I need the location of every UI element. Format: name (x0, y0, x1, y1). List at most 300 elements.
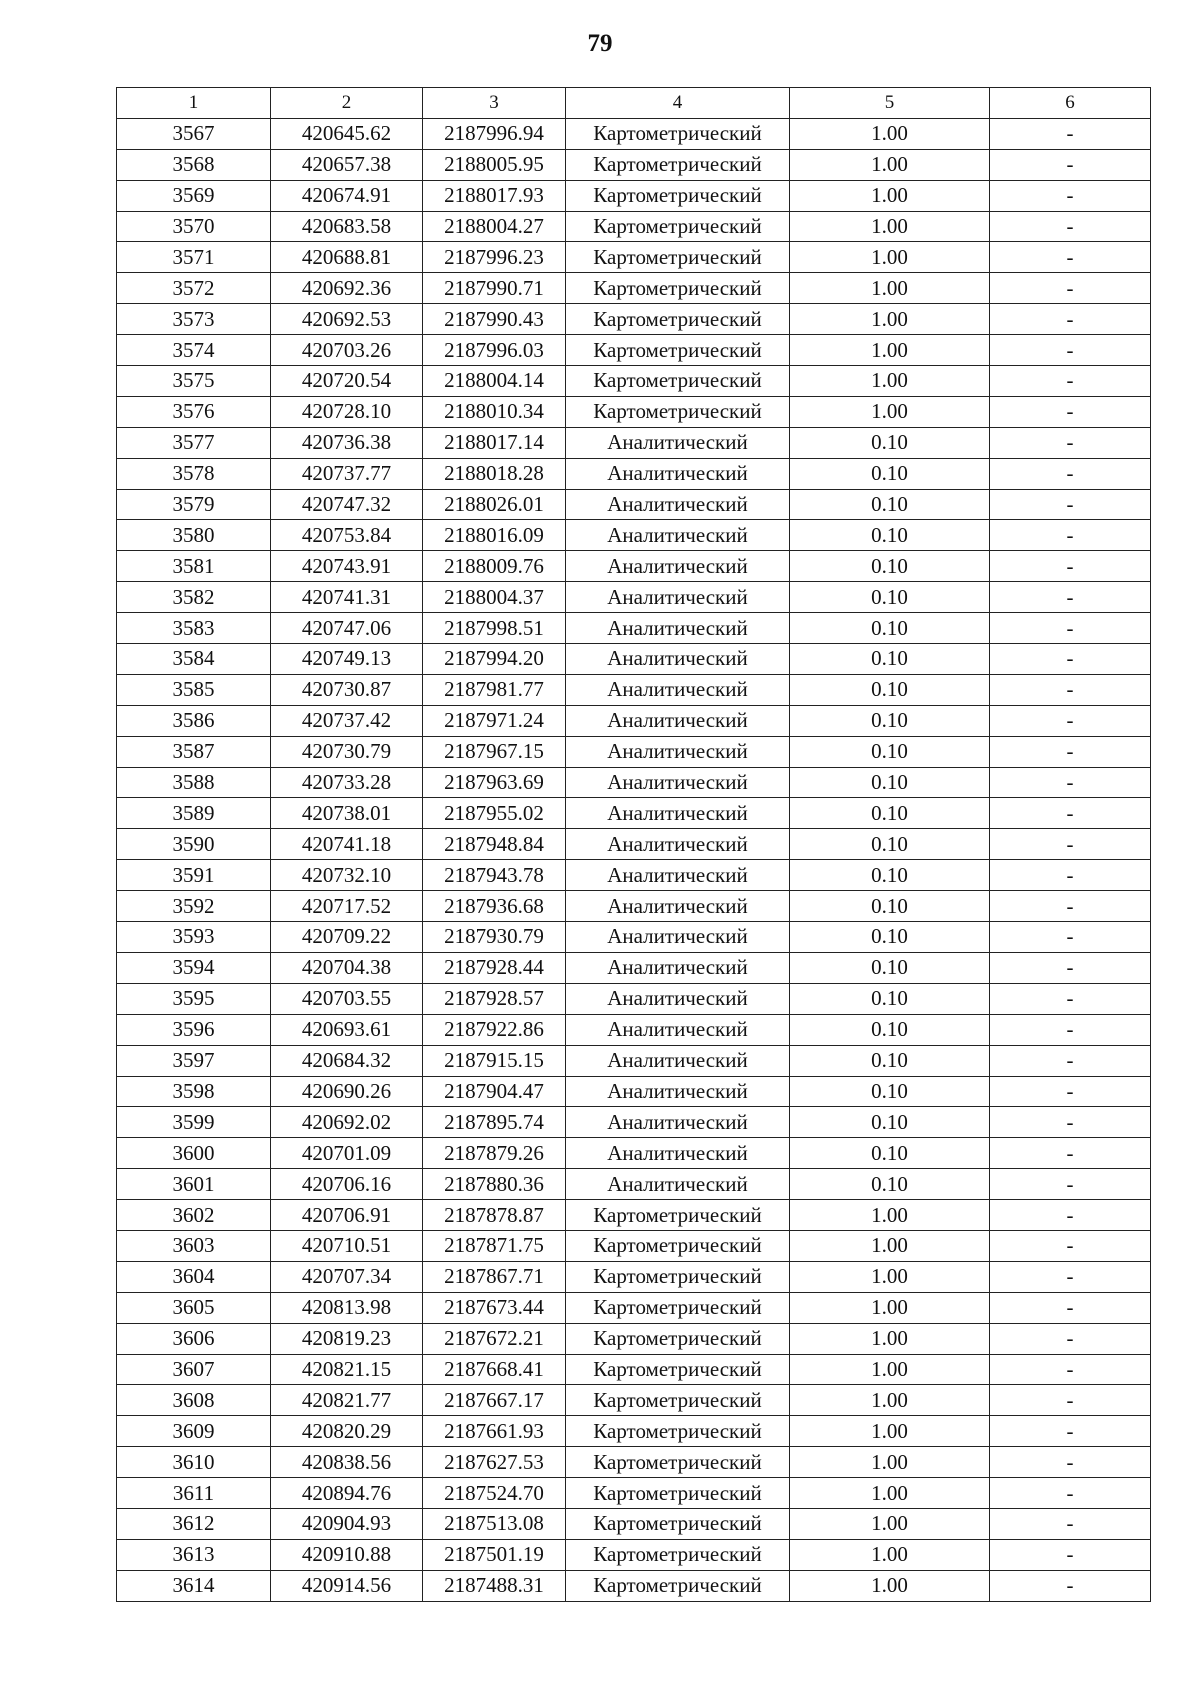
accuracy-cell: 0.10 (790, 582, 990, 613)
table-row (117, 1508, 1151, 1539)
y-coordinate-cell: 2187661.93 (423, 1416, 566, 1447)
table-row (117, 396, 1151, 427)
accuracy-cell: 0.10 (790, 983, 990, 1014)
accuracy-cell: 0.10 (790, 922, 990, 953)
x-coordinate-cell: 420910.88 (271, 1539, 423, 1570)
accuracy-cell: 0.10 (790, 952, 990, 983)
y-coordinate-cell: 2187871.75 (423, 1230, 566, 1261)
method-cell: Картометрический (566, 1539, 790, 1570)
y-coordinate-cell: 2187948.84 (423, 829, 566, 860)
method-cell: Картометрический (566, 366, 790, 397)
method-cell: Картометрический (566, 1416, 790, 1447)
x-coordinate-cell: 420738.01 (271, 798, 423, 829)
table-row (117, 1416, 1151, 1447)
table-header-row (117, 88, 1151, 119)
note-cell: - (990, 1292, 1151, 1323)
accuracy-cell: 1.00 (790, 1478, 990, 1509)
note-cell: - (990, 891, 1151, 922)
point-number-cell: 3610 (117, 1447, 271, 1478)
note-cell: - (990, 458, 1151, 489)
accuracy-cell: 1.00 (790, 273, 990, 304)
table-row (117, 1447, 1151, 1478)
x-coordinate-cell: 420674.91 (271, 180, 423, 211)
point-number-cell: 3595 (117, 983, 271, 1014)
method-cell: Картометрический (566, 1261, 790, 1292)
note-cell: - (990, 1354, 1151, 1385)
table-row (117, 1385, 1151, 1416)
method-cell: Аналитический (566, 860, 790, 891)
x-coordinate-cell: 420684.32 (271, 1045, 423, 1076)
point-number-cell: 3598 (117, 1076, 271, 1107)
note-cell: - (990, 180, 1151, 211)
x-coordinate-cell: 420728.10 (271, 396, 423, 427)
accuracy-cell: 1.00 (790, 1570, 990, 1601)
point-number-cell: 3614 (117, 1570, 271, 1601)
point-number-cell: 3586 (117, 705, 271, 736)
method-cell: Картометрический (566, 1478, 790, 1509)
note-cell: - (990, 952, 1151, 983)
y-coordinate-cell: 2187990.71 (423, 273, 566, 304)
y-coordinate-cell: 2187996.03 (423, 335, 566, 366)
x-coordinate-cell: 420692.53 (271, 304, 423, 335)
x-coordinate-cell: 420737.77 (271, 458, 423, 489)
method-cell: Аналитический (566, 489, 790, 520)
y-coordinate-cell: 2187488.31 (423, 1570, 566, 1601)
y-coordinate-cell: 2187915.15 (423, 1045, 566, 1076)
accuracy-cell: 0.10 (790, 551, 990, 582)
note-cell: - (990, 1076, 1151, 1107)
point-number-cell: 3570 (117, 211, 271, 242)
table-row (117, 922, 1151, 953)
point-number-cell: 3585 (117, 674, 271, 705)
accuracy-cell: 0.10 (790, 1138, 990, 1169)
table-row (117, 891, 1151, 922)
method-cell: Картометрический (566, 304, 790, 335)
note-cell: - (990, 273, 1151, 304)
x-coordinate-cell: 420688.81 (271, 242, 423, 273)
point-number-cell: 3569 (117, 180, 271, 211)
note-cell: - (990, 1323, 1151, 1354)
column-header: 1 (117, 88, 271, 119)
x-coordinate-cell: 420821.77 (271, 1385, 423, 1416)
y-coordinate-cell: 2188004.37 (423, 582, 566, 613)
y-coordinate-cell: 2187967.15 (423, 736, 566, 767)
method-cell: Картометрический (566, 1354, 790, 1385)
note-cell: - (990, 860, 1151, 891)
point-number-cell: 3599 (117, 1107, 271, 1138)
method-cell: Аналитический (566, 1169, 790, 1200)
method-cell: Аналитический (566, 705, 790, 736)
x-coordinate-cell: 420743.91 (271, 551, 423, 582)
method-cell: Аналитический (566, 674, 790, 705)
table-row (117, 273, 1151, 304)
y-coordinate-cell: 2187672.21 (423, 1323, 566, 1354)
y-coordinate-cell: 2187936.68 (423, 891, 566, 922)
point-number-cell: 3580 (117, 520, 271, 551)
method-cell: Аналитический (566, 922, 790, 953)
accuracy-cell: 0.10 (790, 891, 990, 922)
accuracy-cell: 0.10 (790, 674, 990, 705)
y-coordinate-cell: 2188017.14 (423, 427, 566, 458)
note-cell: - (990, 1570, 1151, 1601)
point-number-cell: 3611 (117, 1478, 271, 1509)
note-cell: - (990, 335, 1151, 366)
point-number-cell: 3604 (117, 1261, 271, 1292)
note-cell: - (990, 1169, 1151, 1200)
note-cell: - (990, 829, 1151, 860)
note-cell: - (990, 736, 1151, 767)
y-coordinate-cell: 2187667.17 (423, 1385, 566, 1416)
method-cell: Картометрический (566, 396, 790, 427)
accuracy-cell: 1.00 (790, 180, 990, 211)
table-row (117, 983, 1151, 1014)
column-header: 4 (566, 88, 790, 119)
note-cell: - (990, 366, 1151, 397)
table-row (117, 180, 1151, 211)
note-cell: - (990, 613, 1151, 644)
note-cell: - (990, 489, 1151, 520)
y-coordinate-cell: 2187867.71 (423, 1261, 566, 1292)
table-row (117, 1076, 1151, 1107)
table-row (117, 1478, 1151, 1509)
method-cell: Аналитический (566, 1107, 790, 1138)
method-cell: Картометрический (566, 1570, 790, 1601)
point-number-cell: 3573 (117, 304, 271, 335)
method-cell: Картометрический (566, 149, 790, 180)
y-coordinate-cell: 2188026.01 (423, 489, 566, 520)
y-coordinate-cell: 2188018.28 (423, 458, 566, 489)
point-number-cell: 3594 (117, 952, 271, 983)
table-body (117, 118, 1151, 1601)
accuracy-cell: 1.00 (790, 335, 990, 366)
point-number-cell: 3581 (117, 551, 271, 582)
table-row (117, 458, 1151, 489)
point-number-cell: 3593 (117, 922, 271, 953)
method-cell: Аналитический (566, 644, 790, 675)
accuracy-cell: 0.10 (790, 736, 990, 767)
table-row (117, 952, 1151, 983)
x-coordinate-cell: 420730.87 (271, 674, 423, 705)
accuracy-cell: 0.10 (790, 613, 990, 644)
x-coordinate-cell: 420914.56 (271, 1570, 423, 1601)
note-cell: - (990, 767, 1151, 798)
x-coordinate-cell: 420821.15 (271, 1354, 423, 1385)
x-coordinate-cell: 420894.76 (271, 1478, 423, 1509)
x-coordinate-cell: 420819.23 (271, 1323, 423, 1354)
y-coordinate-cell: 2187501.19 (423, 1539, 566, 1570)
x-coordinate-cell: 420733.28 (271, 767, 423, 798)
table-row (117, 613, 1151, 644)
x-coordinate-cell: 420657.38 (271, 149, 423, 180)
column-header: 5 (790, 88, 990, 119)
accuracy-cell: 0.10 (790, 798, 990, 829)
note-cell: - (990, 1014, 1151, 1045)
x-coordinate-cell: 420820.29 (271, 1416, 423, 1447)
point-number-cell: 3603 (117, 1230, 271, 1261)
table-row (117, 767, 1151, 798)
note-cell: - (990, 983, 1151, 1014)
table-row (117, 551, 1151, 582)
table-row (117, 211, 1151, 242)
method-cell: Аналитический (566, 891, 790, 922)
table-row (117, 1354, 1151, 1385)
table-row (117, 520, 1151, 551)
table-row (117, 427, 1151, 458)
x-coordinate-cell: 420693.61 (271, 1014, 423, 1045)
x-coordinate-cell: 420741.31 (271, 582, 423, 613)
point-number-cell: 3590 (117, 829, 271, 860)
table-row (117, 335, 1151, 366)
column-header: 2 (271, 88, 423, 119)
accuracy-cell: 1.00 (790, 1230, 990, 1261)
x-coordinate-cell: 420683.58 (271, 211, 423, 242)
x-coordinate-cell: 420736.38 (271, 427, 423, 458)
method-cell: Аналитический (566, 798, 790, 829)
method-cell: Картометрический (566, 1447, 790, 1478)
note-cell: - (990, 1230, 1151, 1261)
point-number-cell: 3579 (117, 489, 271, 520)
x-coordinate-cell: 420704.38 (271, 952, 423, 983)
x-coordinate-cell: 420753.84 (271, 520, 423, 551)
point-number-cell: 3613 (117, 1539, 271, 1570)
method-cell: Аналитический (566, 829, 790, 860)
table-row (117, 1230, 1151, 1261)
x-coordinate-cell: 420747.32 (271, 489, 423, 520)
table-row (117, 1169, 1151, 1200)
y-coordinate-cell: 2188017.93 (423, 180, 566, 211)
note-cell: - (990, 798, 1151, 829)
note-cell: - (990, 582, 1151, 613)
note-cell: - (990, 644, 1151, 675)
table-row (117, 149, 1151, 180)
point-number-cell: 3608 (117, 1385, 271, 1416)
accuracy-cell: 0.10 (790, 427, 990, 458)
x-coordinate-cell: 420701.09 (271, 1138, 423, 1169)
note-cell: - (990, 304, 1151, 335)
x-coordinate-cell: 420709.22 (271, 922, 423, 953)
point-number-cell: 3587 (117, 736, 271, 767)
x-coordinate-cell: 420690.26 (271, 1076, 423, 1107)
note-cell: - (990, 1107, 1151, 1138)
y-coordinate-cell: 2187998.51 (423, 613, 566, 644)
accuracy-cell: 0.10 (790, 1169, 990, 1200)
method-cell: Картометрический (566, 1508, 790, 1539)
method-cell: Картометрический (566, 242, 790, 273)
note-cell: - (990, 705, 1151, 736)
accuracy-cell: 1.00 (790, 1200, 990, 1231)
accuracy-cell: 0.10 (790, 1107, 990, 1138)
accuracy-cell: 0.10 (790, 860, 990, 891)
x-coordinate-cell: 420710.51 (271, 1230, 423, 1261)
note-cell: - (990, 1508, 1151, 1539)
note-cell: - (990, 396, 1151, 427)
point-number-cell: 3583 (117, 613, 271, 644)
x-coordinate-cell: 420749.13 (271, 644, 423, 675)
point-number-cell: 3601 (117, 1169, 271, 1200)
accuracy-cell: 1.00 (790, 304, 990, 335)
y-coordinate-cell: 2187930.79 (423, 922, 566, 953)
accuracy-cell: 0.10 (790, 705, 990, 736)
y-coordinate-cell: 2187524.70 (423, 1478, 566, 1509)
y-coordinate-cell: 2187922.86 (423, 1014, 566, 1045)
point-number-cell: 3597 (117, 1045, 271, 1076)
accuracy-cell: 1.00 (790, 242, 990, 273)
point-number-cell: 3602 (117, 1200, 271, 1231)
method-cell: Аналитический (566, 1138, 790, 1169)
method-cell: Аналитический (566, 1014, 790, 1045)
table-row (117, 1138, 1151, 1169)
y-coordinate-cell: 2187928.44 (423, 952, 566, 983)
accuracy-cell: 1.00 (790, 1323, 990, 1354)
y-coordinate-cell: 2188016.09 (423, 520, 566, 551)
point-number-cell: 3567 (117, 118, 271, 149)
x-coordinate-cell: 420692.02 (271, 1107, 423, 1138)
y-coordinate-cell: 2187990.43 (423, 304, 566, 335)
accuracy-cell: 0.10 (790, 1045, 990, 1076)
y-coordinate-cell: 2187673.44 (423, 1292, 566, 1323)
y-coordinate-cell: 2187895.74 (423, 1107, 566, 1138)
accuracy-cell: 0.10 (790, 458, 990, 489)
method-cell: Аналитический (566, 1076, 790, 1107)
note-cell: - (990, 1385, 1151, 1416)
table-row (117, 304, 1151, 335)
accuracy-cell: 0.10 (790, 1076, 990, 1107)
table-row (117, 1261, 1151, 1292)
x-coordinate-cell: 420707.34 (271, 1261, 423, 1292)
note-cell: - (990, 149, 1151, 180)
method-cell: Картометрический (566, 1230, 790, 1261)
accuracy-cell: 1.00 (790, 396, 990, 427)
note-cell: - (990, 674, 1151, 705)
accuracy-cell: 1.00 (790, 366, 990, 397)
accuracy-cell: 0.10 (790, 520, 990, 551)
note-cell: - (990, 1447, 1151, 1478)
x-coordinate-cell: 420703.26 (271, 335, 423, 366)
y-coordinate-cell: 2188004.14 (423, 366, 566, 397)
accuracy-cell: 1.00 (790, 1447, 990, 1478)
point-number-cell: 3605 (117, 1292, 271, 1323)
note-cell: - (990, 1416, 1151, 1447)
x-coordinate-cell: 420747.06 (271, 613, 423, 644)
note-cell: - (990, 1045, 1151, 1076)
note-cell: - (990, 1261, 1151, 1292)
y-coordinate-cell: 2188004.27 (423, 211, 566, 242)
point-number-cell: 3596 (117, 1014, 271, 1045)
method-cell: Аналитический (566, 736, 790, 767)
y-coordinate-cell: 2187878.87 (423, 1200, 566, 1231)
method-cell: Картометрический (566, 273, 790, 304)
note-cell: - (990, 1539, 1151, 1570)
method-cell: Аналитический (566, 520, 790, 551)
point-number-cell: 3568 (117, 149, 271, 180)
x-coordinate-cell: 420730.79 (271, 736, 423, 767)
accuracy-cell: 0.10 (790, 644, 990, 675)
note-cell: - (990, 211, 1151, 242)
y-coordinate-cell: 2187668.41 (423, 1354, 566, 1385)
method-cell: Картометрический (566, 1292, 790, 1323)
point-number-cell: 3612 (117, 1508, 271, 1539)
y-coordinate-cell: 2187996.94 (423, 118, 566, 149)
x-coordinate-cell: 420813.98 (271, 1292, 423, 1323)
method-cell: Картометрический (566, 180, 790, 211)
x-coordinate-cell: 420904.93 (271, 1508, 423, 1539)
method-cell: Аналитический (566, 613, 790, 644)
method-cell: Картометрический (566, 118, 790, 149)
note-cell: - (990, 118, 1151, 149)
accuracy-cell: 1.00 (790, 211, 990, 242)
point-number-cell: 3609 (117, 1416, 271, 1447)
accuracy-cell: 1.00 (790, 1508, 990, 1539)
table-row (117, 798, 1151, 829)
x-coordinate-cell: 420706.91 (271, 1200, 423, 1231)
x-coordinate-cell: 420732.10 (271, 860, 423, 891)
point-number-cell: 3607 (117, 1354, 271, 1385)
accuracy-cell: 1.00 (790, 1539, 990, 1570)
method-cell: Аналитический (566, 551, 790, 582)
note-cell: - (990, 427, 1151, 458)
method-cell: Аналитический (566, 427, 790, 458)
note-cell: - (990, 1478, 1151, 1509)
accuracy-cell: 0.10 (790, 767, 990, 798)
page-number: 79 (587, 30, 613, 57)
table-row (117, 582, 1151, 613)
method-cell: Аналитический (566, 1045, 790, 1076)
table-row (117, 1045, 1151, 1076)
method-cell: Аналитический (566, 767, 790, 798)
y-coordinate-cell: 2187627.53 (423, 1447, 566, 1478)
method-cell: Картометрический (566, 1385, 790, 1416)
column-header: 3 (423, 88, 566, 119)
point-number-cell: 3574 (117, 335, 271, 366)
point-number-cell: 3591 (117, 860, 271, 891)
accuracy-cell: 1.00 (790, 1292, 990, 1323)
table-row (117, 705, 1151, 736)
point-number-cell: 3572 (117, 273, 271, 304)
y-coordinate-cell: 2187928.57 (423, 983, 566, 1014)
note-cell: - (990, 922, 1151, 953)
method-cell: Аналитический (566, 952, 790, 983)
y-coordinate-cell: 2187963.69 (423, 767, 566, 798)
y-coordinate-cell: 2187513.08 (423, 1508, 566, 1539)
method-cell: Картометрический (566, 1200, 790, 1231)
table-row (117, 1323, 1151, 1354)
note-cell: - (990, 1200, 1151, 1231)
accuracy-cell: 0.10 (790, 829, 990, 860)
table-row (117, 860, 1151, 891)
table-row (117, 829, 1151, 860)
y-coordinate-cell: 2188009.76 (423, 551, 566, 582)
x-coordinate-cell: 420692.36 (271, 273, 423, 304)
point-number-cell: 3606 (117, 1323, 271, 1354)
accuracy-cell: 1.00 (790, 1261, 990, 1292)
method-cell: Картометрический (566, 211, 790, 242)
point-number-cell: 3600 (117, 1138, 271, 1169)
y-coordinate-cell: 2188010.34 (423, 396, 566, 427)
y-coordinate-cell: 2187994.20 (423, 644, 566, 675)
table-row (117, 674, 1151, 705)
method-cell: Аналитический (566, 983, 790, 1014)
y-coordinate-cell: 2187943.78 (423, 860, 566, 891)
point-number-cell: 3584 (117, 644, 271, 675)
accuracy-cell: 1.00 (790, 149, 990, 180)
x-coordinate-cell: 420720.54 (271, 366, 423, 397)
y-coordinate-cell: 2187996.23 (423, 242, 566, 273)
note-cell: - (990, 242, 1151, 273)
accuracy-cell: 0.10 (790, 489, 990, 520)
x-coordinate-cell: 420703.55 (271, 983, 423, 1014)
table-row (117, 1292, 1151, 1323)
note-cell: - (990, 520, 1151, 551)
